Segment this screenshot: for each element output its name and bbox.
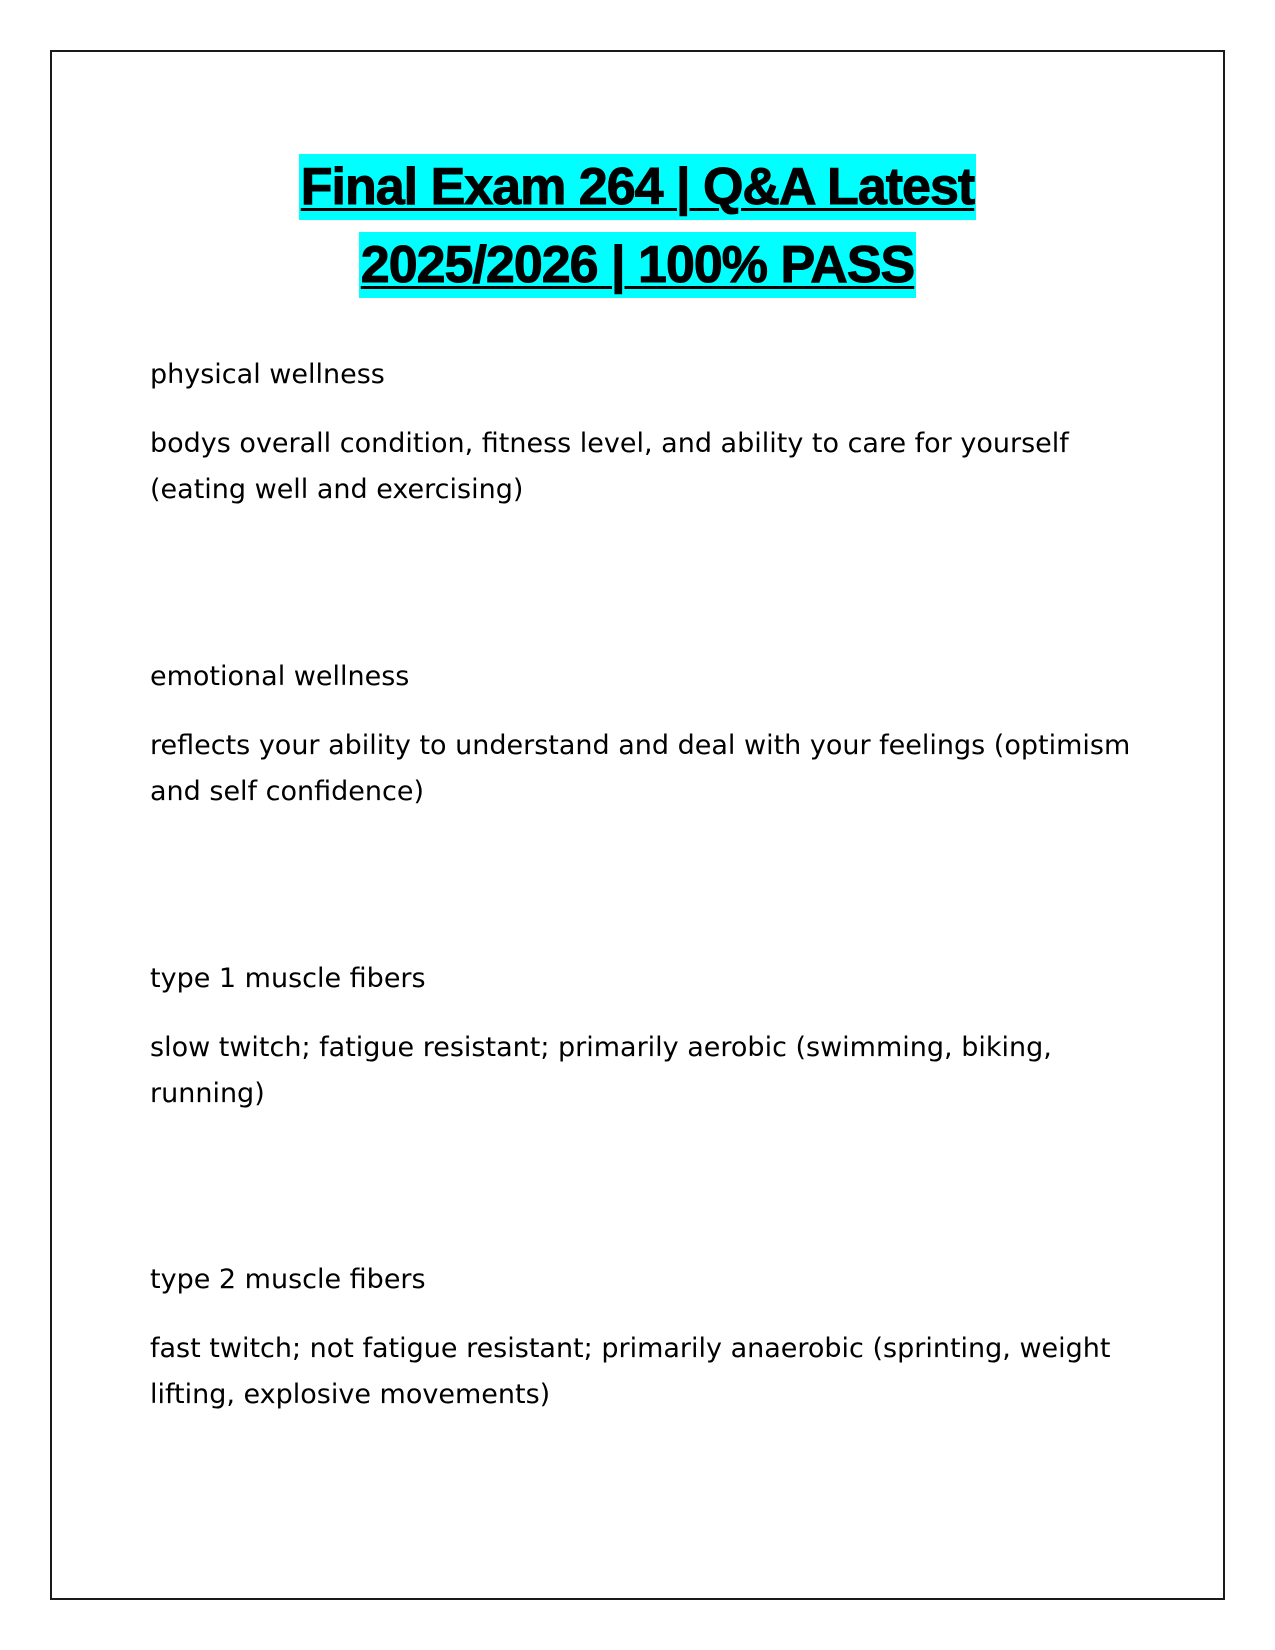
qa-term: emotional wellness bbox=[150, 661, 410, 692]
qa-definition: slow twitch; fatigue resistant; primarily aerobic (swimming, biking, running) bbox=[150, 1032, 1052, 1109]
qa-item-emotional-wellness bbox=[150, 659, 1150, 815]
qa-item-physical-wellness bbox=[150, 357, 1150, 513]
qa-item-type-1-muscle-fibers bbox=[150, 961, 1150, 1117]
document-title bbox=[50, 148, 1225, 304]
qa-item-type-2-muscle-fibers bbox=[150, 1262, 1150, 1418]
qa-term: physical wellness bbox=[150, 359, 385, 390]
qa-definition: fast twitch; not fatigue resistant; primarily anaerobic (sprinting, weight lifting, explosive movements) bbox=[150, 1333, 1111, 1410]
title-line-2: 2025/2026 | 100% PASS bbox=[359, 232, 916, 298]
qa-term: type 2 muscle fibers bbox=[150, 1264, 426, 1295]
qa-definition: reflects your ability to understand and deal with your feelings (optimism and self confidence) bbox=[150, 730, 1131, 807]
qa-definition: bodys overall condition, fitness level, and ability to care for yourself (eating well and exercising) bbox=[150, 428, 1069, 505]
qa-term: type 1 muscle fibers bbox=[150, 963, 426, 994]
title-line-1: Final Exam 264 | Q&A Latest bbox=[299, 154, 976, 220]
